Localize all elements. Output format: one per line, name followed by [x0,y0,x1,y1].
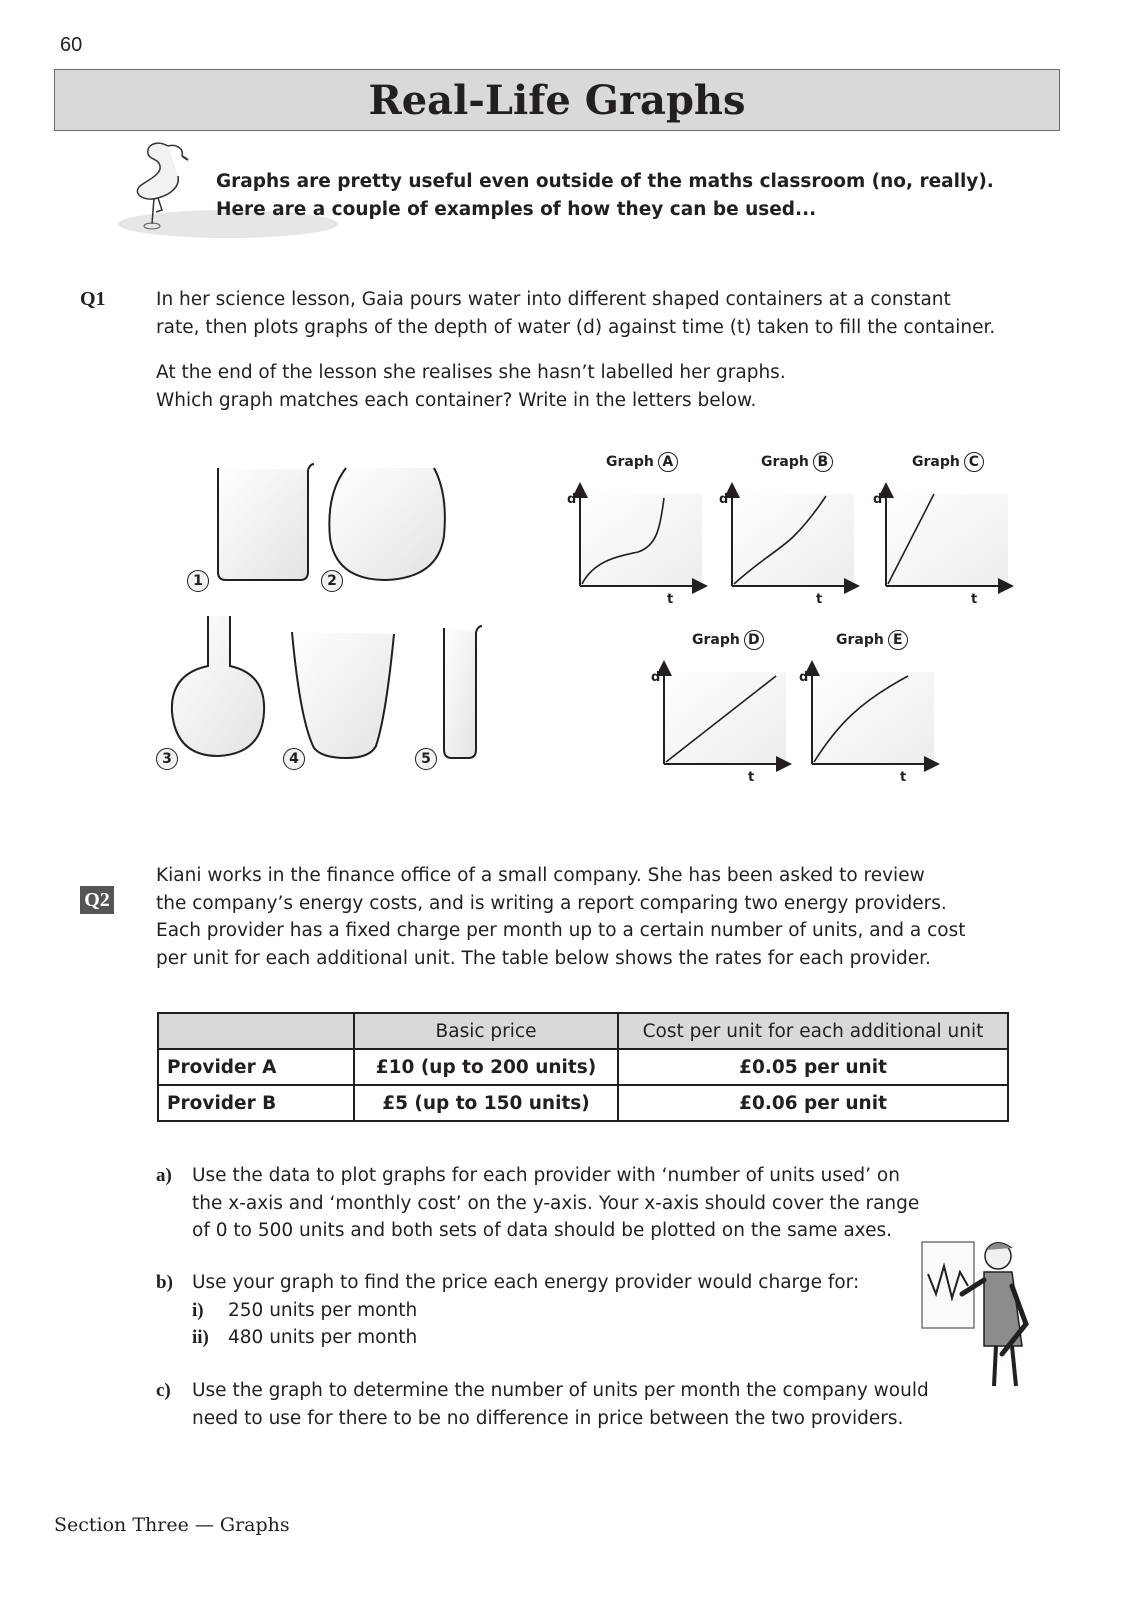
table-cell: Provider B [158,1085,354,1121]
q2-line-2: the company’s energy costs, and is writing a report comparing two energy providers. [156,892,947,914]
table-row [158,1049,1008,1085]
container-number-4: 4 [283,748,305,770]
graph-letter-e: E [888,630,908,650]
graph-b-x-label: t [816,592,823,607]
graph-letter-c: C [964,452,984,472]
container-number-3: 3 [156,748,178,770]
graph-d-x-label: t [748,770,755,785]
rates-table [157,1012,1009,1122]
graph-word: Graph [912,454,960,470]
graph-word: Graph [692,632,740,648]
q2c-line-2: need to use for there to be no difference in price between the two providers. [192,1407,904,1429]
q2-text [156,862,966,972]
graph-d [664,668,786,764]
q2c-letter: c) [156,1380,171,1401]
q2b-line: Use your graph to find the price each energy provider would charge for: [192,1272,860,1293]
q1-label: Q1 [80,288,106,310]
q1-para1-line1: In her science lesson, Gaia pours water into different shaped containers at a constant [156,289,951,310]
q2b-item-2 [192,1324,859,1352]
intro-text [216,168,994,224]
q1-text [156,286,995,414]
graph-e-x-label: t [900,770,907,785]
graph-a-y-label: d [567,492,577,507]
q2b-item-num: ii) [192,1327,209,1348]
q2a-line-3: of 0 to 500 units and both sets of data should be plotted on the same axes. [192,1220,892,1241]
graph-d-y-label: d [651,670,661,685]
q2b-item-num: i) [192,1299,204,1321]
intro-line-1: Graphs are pretty useful even outside of the maths classroom (no, really). [216,171,994,192]
container-number-2: 2 [321,570,343,592]
footer-section-label: Section Three — Graphs [54,1514,290,1536]
title-banner [54,69,1060,131]
container-number-5: 5 [415,748,437,770]
graph-letter-b: B [813,452,833,472]
table-cell: £10 (up to 200 units) [354,1049,618,1085]
graph-c-caption [912,452,984,472]
q2a-line-1: Use the data to plot graphs for each provider with ‘number of units used’ on [192,1165,900,1186]
q1-para1-line2: rate, then plots graphs of the depth of water (d) against time (t) taken to fill the container. [156,316,996,338]
graph-e-y-label: d [799,670,809,685]
q1-para2-line2: Which graph matches each container? Write in the letters below. [156,389,757,411]
q2b-item-1 [192,1297,859,1325]
q2b-letter: b) [156,1272,173,1293]
graph-letter-d: D [744,630,764,650]
q2a-line-2: the x-axis and ‘monthly cost’ on the y-axis. Your x-axis should cover the range [192,1192,920,1214]
q2-line-3: Each provider has a fixed charge per month up to a certain number of units, and a cost [156,920,966,941]
graph-word: Graph [761,454,809,470]
graph-word: Graph [606,454,654,470]
graph-c [886,490,1008,586]
q2b-text [192,1269,859,1352]
graph-a [580,490,702,586]
graph-a-x-label: t [667,592,674,607]
container-number-1: 1 [187,570,209,592]
table-header-cell: Cost per unit for each additional unit [618,1013,1008,1049]
table-header-row [158,1013,1008,1049]
table-cell: Provider A [158,1049,354,1085]
presenter-illustration [918,1236,1038,1392]
table-header-cell [158,1013,354,1049]
graph-word: Graph [836,632,884,648]
graph-b [732,490,854,586]
page-title: Real-Life Graphs [368,76,746,124]
graph-c-y-label: d [873,492,883,507]
graph-a-caption [606,452,678,472]
q2c-line-1: Use the graph to determine the number of units per month the company would [192,1380,929,1401]
table-row [158,1085,1008,1121]
q2b-item-text: 480 units per month [228,1327,418,1348]
q2-label: Q2 [80,886,114,914]
q1-para2-line1: At the end of the lesson she realises she hasn’t labelled her graphs. [156,362,786,383]
table-cell: £0.06 per unit [618,1085,1008,1121]
graphs-figure [560,480,1020,790]
table-cell: £0.05 per unit [618,1049,1008,1085]
containers-illustration [150,460,500,780]
q2a-text [192,1162,919,1245]
graph-e [812,668,934,764]
intro-line-2: Here are a couple of examples of how they can be used... [216,199,817,220]
q2-line-1: Kiani works in the finance office of a small company. She has been asked to review [156,865,925,886]
table-header-cell: Basic price [354,1013,618,1049]
table-cell: £5 (up to 150 units) [354,1085,618,1121]
graph-b-caption [761,452,833,472]
graph-b-y-label: d [719,492,729,507]
q2a-letter: a) [156,1165,172,1186]
graph-letter-a: A [658,452,678,472]
q2b-item-text: 250 units per month [228,1299,418,1321]
graph-c-x-label: t [971,592,978,607]
q2-line-4: per unit for each additional unit. The table below shows the rates for each provider. [156,947,931,969]
q2c-text [192,1377,929,1432]
page-number: 60 [60,34,83,56]
